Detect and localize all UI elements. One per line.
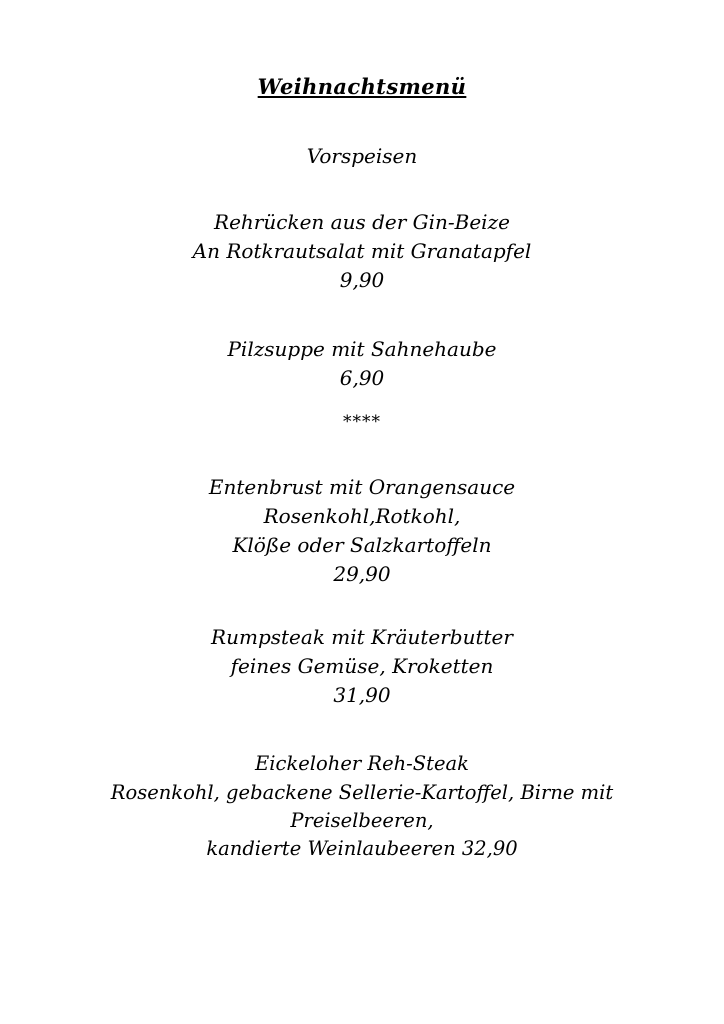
menu-item-price: 6,90 [339, 366, 385, 391]
menu-item-line: Rosenkohl,Rotkohl, [263, 504, 461, 529]
menu-item [40, 623, 684, 710]
menu-item-line: An Rotkrautsalat mit Granatapfel [192, 239, 532, 264]
menu-item-price: 9,90 [339, 268, 385, 293]
menu-item [40, 208, 684, 295]
menu-item-price: 31,90 [333, 683, 391, 708]
menu-item-line: kandierte Weinlaubeeren 32,90 [206, 837, 518, 861]
menu-item [40, 335, 684, 393]
menu-item [40, 473, 684, 589]
menu-item-price: 29,90 [333, 562, 391, 587]
menu-item-line: Eickeloher Reh-Steak [255, 752, 469, 776]
menu-item-line: feines Gemüse, Kroketten [230, 654, 494, 679]
page-title: Weihnachtsmenü [257, 74, 467, 99]
menu-item [40, 750, 684, 863]
menu-item-line: Rehrücken aus der Gin-Beize [214, 210, 510, 235]
section-divider: **** [343, 412, 381, 433]
menu-item-line: Klöße oder Salzkartoffeln [232, 533, 492, 558]
menu-item-line: Pilzsuppe mit Sahnehaube [227, 337, 497, 362]
section-heading-vorspeisen: Vorspeisen [306, 144, 418, 169]
menu-item-line: Rosenkohl, gebackene Sellerie-Kartoffel, Birne mit Preiselbeeren, [110, 780, 620, 832]
menu-item-line: Entenbrust mit Orangensauce [208, 475, 516, 500]
menu-item-line: Rumpsteak mit Kräuterbutter [211, 625, 513, 650]
